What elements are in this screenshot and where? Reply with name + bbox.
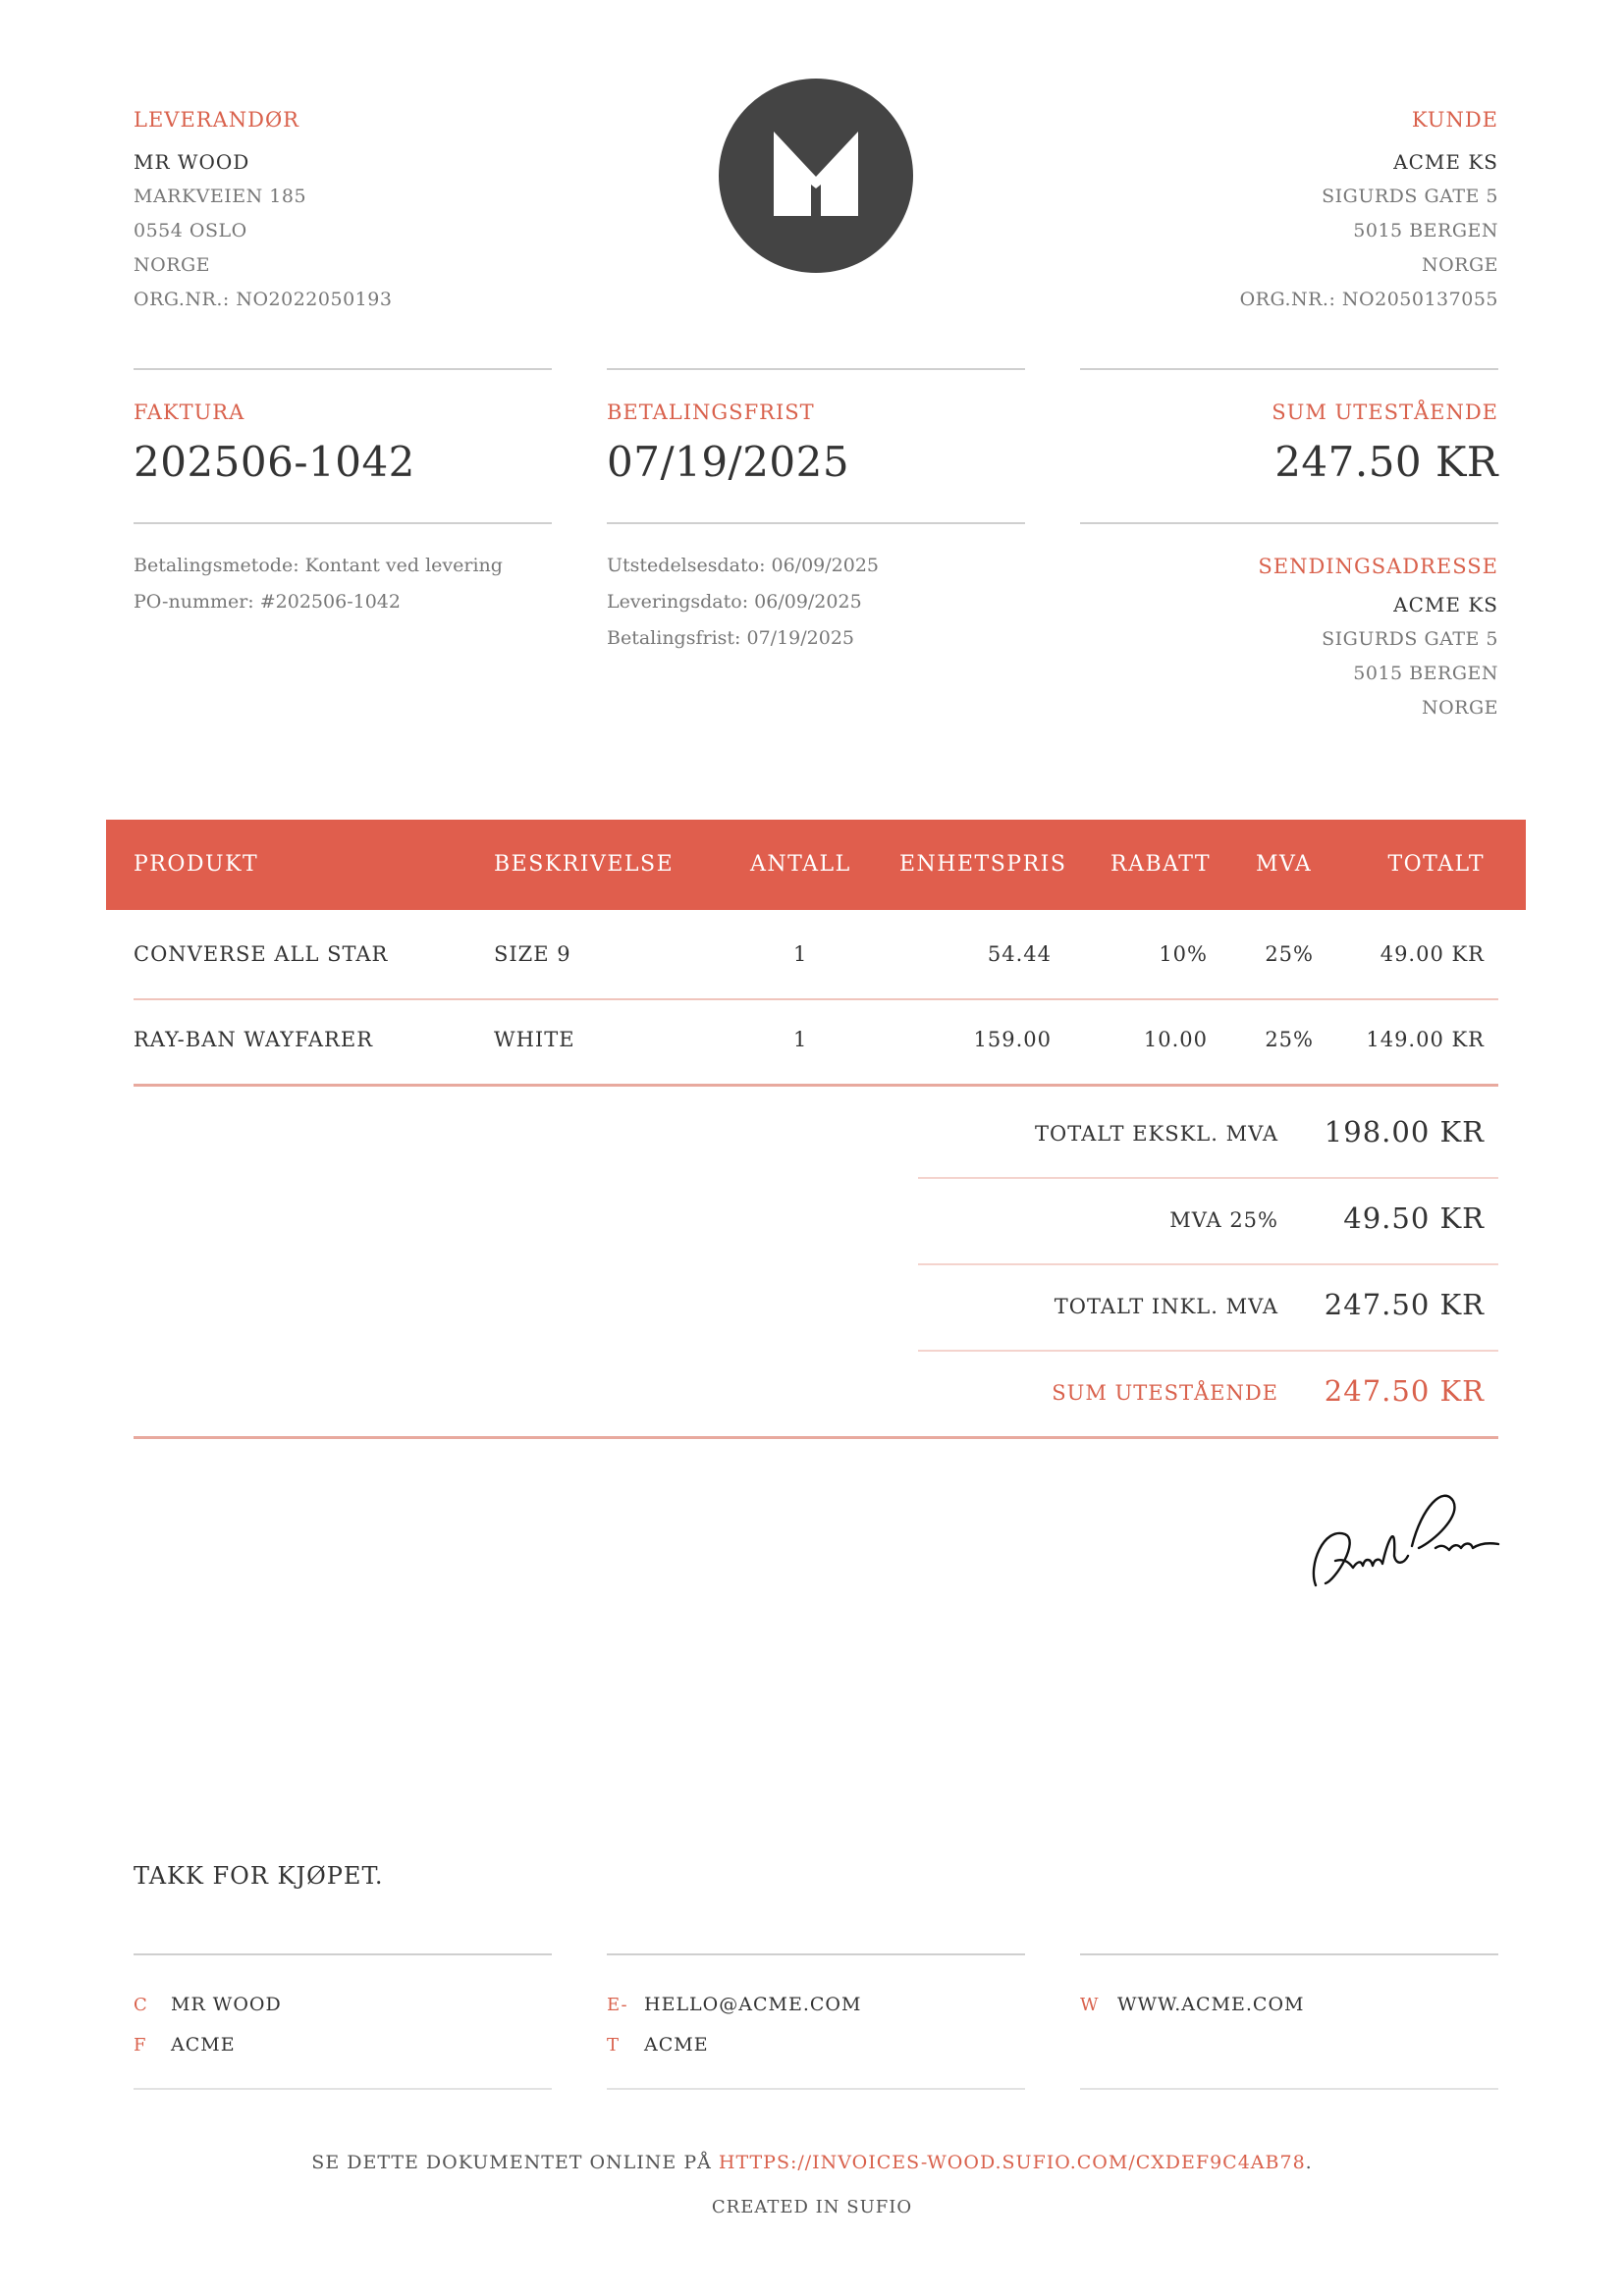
shipping-block <box>1056 555 1498 725</box>
contact-company <box>134 1994 282 2015</box>
total-incl-label: TOTALT INKL. MVA <box>1054 1295 1278 1318</box>
customer-org: ORG.NR.: NO2050137055 <box>1239 289 1498 310</box>
contact-key: F <box>134 2035 147 2056</box>
invoice-label: FAKTURA <box>134 400 245 424</box>
supplier-name: MR WOOD <box>134 150 250 174</box>
table-end-divider <box>134 1084 1498 1087</box>
company-logo <box>719 79 913 273</box>
supplier-city: 0554 OSLO <box>134 220 247 241</box>
contact-value: MR WOOD <box>171 1994 282 2015</box>
contact-key: T <box>607 2035 621 2056</box>
logo-icon <box>719 79 913 273</box>
shipping-street: SIGURDS GATE 5 <box>1322 628 1498 650</box>
contact-value: ACME <box>171 2034 236 2056</box>
divider <box>607 1953 1025 1955</box>
contact-fax <box>134 2034 236 2056</box>
total-excl-label: TOTALT EKSKL. MVA <box>1035 1122 1278 1146</box>
row-description: SIZE 9 <box>494 942 571 966</box>
outstanding-block <box>1080 400 1498 486</box>
total-excl-value: 198.00 KR <box>1324 1115 1485 1148</box>
online-prefix: SE DETTE DOKUMENTET ONLINE PÅ <box>311 2152 712 2173</box>
signature-icon <box>1306 1487 1502 1605</box>
divider <box>134 1953 552 1955</box>
divider <box>607 368 1025 370</box>
divider <box>1080 1953 1498 1955</box>
document-url-link[interactable]: HTTPS://INVOICES-WOOD.SUFIO.COM/CXDEF9C4AB78 <box>718 2152 1306 2173</box>
totals-divider <box>918 1263 1498 1265</box>
divider <box>134 2088 552 2090</box>
contact-key: C <box>134 1995 148 2015</box>
issue-date: Utstedelsesdato: 06/09/2025 <box>607 555 880 576</box>
due-date: 07/19/2025 <box>607 438 850 486</box>
row-total: 49.00 KR <box>1380 942 1485 966</box>
shipping-city: 5015 BERGEN <box>1353 663 1498 684</box>
row-total: 149.00 KR <box>1366 1028 1485 1051</box>
customer-block <box>1056 108 1498 317</box>
customer-city: 5015 BERGEN <box>1353 220 1498 241</box>
payment-method: Betalingsmetode: Kontant ved levering <box>134 555 503 576</box>
supplier-country: NORGE <box>134 254 211 276</box>
row-description: WHITE <box>494 1028 575 1051</box>
row-unit-price: 54.44 <box>987 942 1052 966</box>
total-outstanding-label: SUM UTESTÅENDE <box>1052 1381 1278 1405</box>
customer-street: SIGURDS GATE 5 <box>1322 186 1498 207</box>
shipping-label: SENDINGSADRESSE <box>1258 555 1498 578</box>
total-incl-value: 247.50 KR <box>1324 1288 1485 1321</box>
invoice-number: 202506-1042 <box>134 438 415 486</box>
row-discount: 10% <box>1159 942 1208 966</box>
items-table-header <box>106 820 1526 910</box>
online-notice <box>0 2152 1624 2173</box>
supplier-street: MARKVEIEN 185 <box>134 186 307 207</box>
row-discount: 10.00 <box>1143 1028 1208 1051</box>
row-vat: 25% <box>1265 942 1314 966</box>
outstanding-label: SUM UTESTÅENDE <box>1272 400 1498 424</box>
total-outstanding-value: 247.50 KR <box>1324 1374 1485 1408</box>
contact-value: ACME <box>644 2034 709 2056</box>
divider <box>1080 2088 1498 2090</box>
row-qty: 1 <box>793 1028 808 1051</box>
outstanding-value: 247.50 KR <box>1274 438 1498 486</box>
divider <box>134 522 552 524</box>
shipping-country: NORGE <box>1421 697 1498 719</box>
totals-end-divider <box>134 1436 1498 1439</box>
customer-label: KUNDE <box>1411 108 1498 132</box>
payment-info <box>134 548 503 620</box>
divider <box>1080 368 1498 370</box>
totals-divider <box>918 1177 1498 1179</box>
contact-key: E- <box>607 1995 628 2015</box>
col-total: TOTALT <box>1387 852 1485 877</box>
supplier-label: LEVERANDØR <box>134 108 299 132</box>
due-label: BETALINGSFRIST <box>607 400 815 424</box>
delivery-date: Leveringsdato: 06/09/2025 <box>607 591 862 613</box>
due-date-text: Betalingsfrist: 07/19/2025 <box>607 627 855 649</box>
col-qty: ANTALL <box>750 852 851 877</box>
row-unit-price: 159.00 <box>973 1028 1052 1051</box>
date-info <box>607 548 879 657</box>
divider <box>607 2088 1025 2090</box>
signature <box>1306 1487 1502 1605</box>
col-unit-price: ENHETSPRIS <box>899 852 1067 877</box>
contact-email <box>607 1994 861 2015</box>
contact-value[interactable]: HELLO@ACME.COM <box>644 1994 862 2015</box>
divider <box>607 522 1025 524</box>
customer-name: ACME KS <box>1393 150 1498 174</box>
vat-label: MVA 25% <box>1169 1208 1278 1232</box>
contact-key: W <box>1080 1995 1100 2015</box>
contact-phone <box>607 2034 709 2056</box>
totals-divider <box>918 1350 1498 1352</box>
supplier-org: ORG.NR.: NO2022050193 <box>134 289 393 310</box>
supplier-block <box>134 108 575 317</box>
row-vat: 25% <box>1265 1028 1314 1051</box>
contact-value[interactable]: WWW.ACME.COM <box>1117 1994 1305 2015</box>
shipping-name: ACME KS <box>1393 593 1498 616</box>
col-discount: RABATT <box>1110 852 1212 877</box>
row-qty: 1 <box>793 942 808 966</box>
col-vat: MVA <box>1256 852 1313 877</box>
row-product: RAY-BAN WAYFARER <box>134 1028 374 1051</box>
vat-value: 49.50 KR <box>1343 1201 1485 1235</box>
created-in: CREATED IN SUFIO <box>711 2197 913 2217</box>
online-suffix: . <box>1305 2152 1313 2173</box>
divider <box>1080 522 1498 524</box>
col-description: BESKRIVELSE <box>494 852 675 877</box>
row-divider <box>134 998 1498 1000</box>
invoice-number-block <box>134 400 415 486</box>
contact-web <box>1080 1994 1305 2015</box>
row-product: CONVERSE ALL STAR <box>134 942 389 966</box>
customer-country: NORGE <box>1421 254 1498 276</box>
thank-you-note: TAKK FOR KJØPET. <box>134 1862 384 1890</box>
due-date-block <box>607 400 849 486</box>
col-product: PRODUKT <box>134 852 259 877</box>
po-number: PO-nummer: #202506-1042 <box>134 591 401 613</box>
divider <box>134 368 552 370</box>
